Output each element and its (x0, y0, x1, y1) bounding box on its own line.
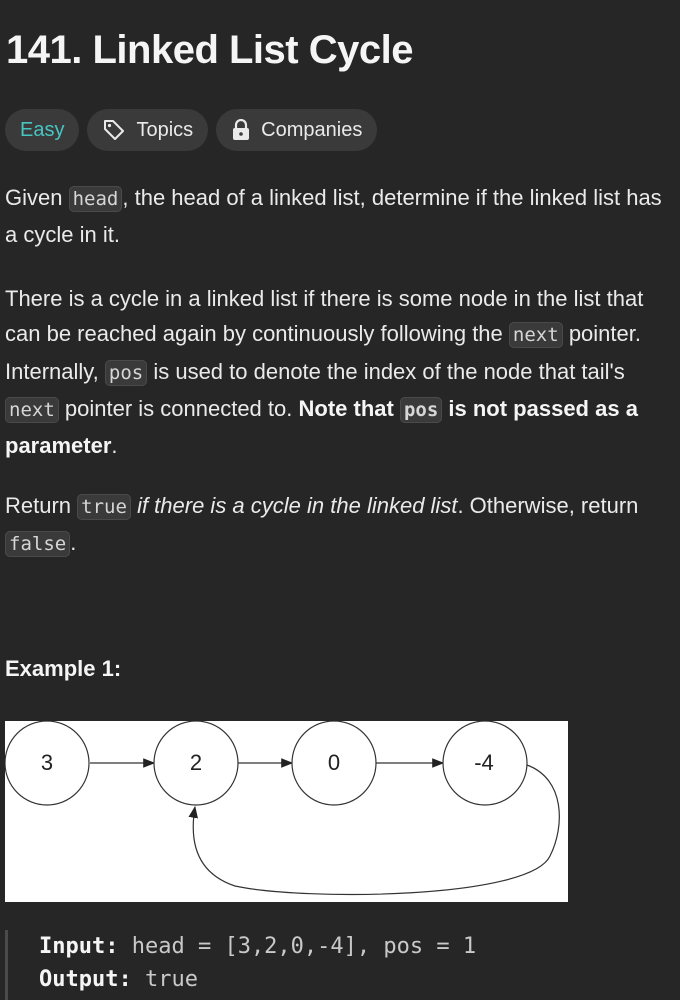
text: Note that (298, 395, 394, 421)
output-label: Output: (39, 967, 132, 992)
input-label: Input: (39, 934, 119, 959)
topics-button[interactable] (87, 109, 208, 151)
tag-row (5, 109, 377, 151)
difficulty-label: Easy (20, 118, 65, 141)
node-label: -4 (474, 750, 494, 775)
text: pointer is connected to. (64, 395, 293, 421)
description-paragraph-3 (5, 488, 670, 563)
node-label: 3 (40, 750, 54, 775)
inline-code-true: true (77, 494, 131, 520)
input-line (39, 930, 680, 963)
inline-code-false: false (5, 531, 70, 557)
inline-code-next: next (5, 397, 59, 423)
text: is not passed as a parameter (5, 395, 638, 459)
lock-icon (231, 119, 251, 141)
tag-icon (102, 118, 126, 142)
description-paragraph-1 (5, 180, 670, 253)
node-label: 0 (327, 750, 341, 775)
companies-button[interactable] (216, 109, 377, 151)
description-paragraph-2 (5, 281, 670, 463)
companies-label: Companies (261, 118, 363, 141)
inline-code-pos: pos (105, 360, 147, 386)
text: . (111, 433, 118, 459)
inline-code-head: head (69, 186, 123, 212)
node-label: 2 (189, 750, 203, 775)
inline-code-pos: pos (400, 397, 442, 423)
input-value: head = [3,2,0,-4], pos = 1 (131, 934, 477, 959)
text: . (70, 530, 77, 556)
text: Return (5, 493, 72, 518)
italic-text: if there is a cycle in the linked list (137, 493, 458, 518)
inline-code-next: next (509, 322, 563, 348)
text: There is a cycle in a linked list if there is some node in the list that can be reached again by continuously following the (5, 286, 644, 347)
linked-list-diagram (5, 721, 568, 902)
difficulty-badge[interactable] (5, 109, 79, 151)
example-1-title: Example 1: (5, 656, 122, 681)
text: . Otherwise, return (457, 493, 639, 518)
text: pointer. Internally, (5, 321, 641, 384)
text: , the head of a linked list, determine if the linked list has a cycle in it. (5, 185, 662, 248)
problem-title: 141. Linked List Cycle (6, 28, 413, 72)
topics-label: Topics (136, 118, 194, 141)
output-line (39, 963, 680, 996)
output-value: true (144, 967, 198, 992)
text: Given (5, 185, 63, 210)
text: is used to denote the index of the node that tail's (153, 358, 625, 384)
